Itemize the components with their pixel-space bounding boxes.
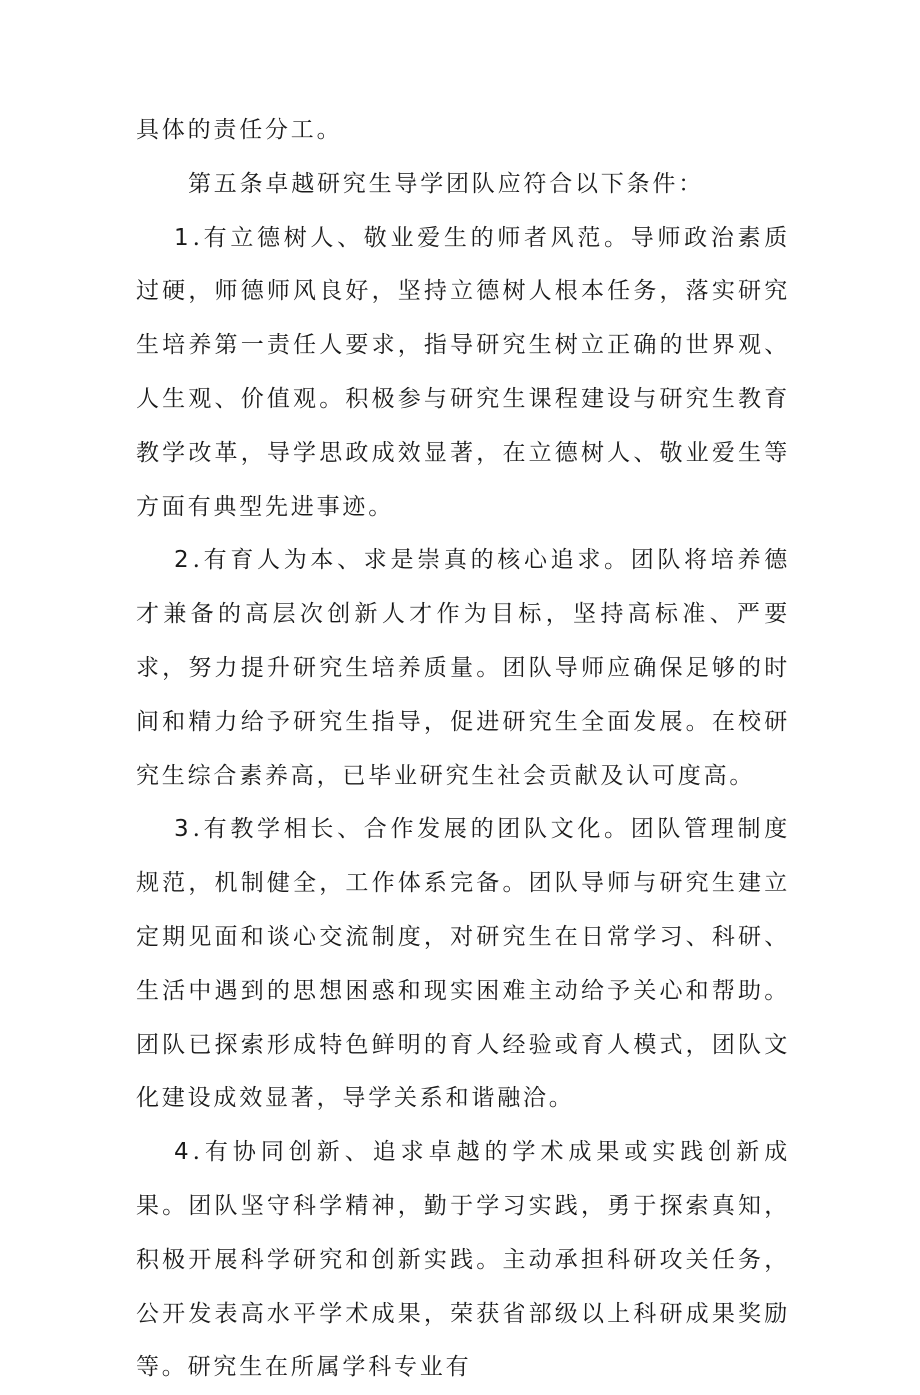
- item-number: 2: [174, 547, 189, 574]
- item-number: 3: [174, 816, 189, 843]
- item-text: .有育人为本、求是崇真的核心追求。团队将培养德才兼备的高层次创新人才作为目标，坚持高标准、严要求，努力提升研究生培养质量。团队导师应确保足够的时间和精力给予研究生指导，促进研究生全面发展。在校研究生综合素养高，已毕业研究生社会贡献及认可度高。: [136, 547, 790, 789]
- item-number: 1: [174, 224, 189, 251]
- item-text: .有协同创新、追求卓越的学术成果或实践创新成果。团队坚守科学精神，勤于学习实践，勇于探索真知，积极开展科学研究和创新实践。主动承担科研攻关任务，公开发表高水平学术成果，荣获省部级以上科研成果奖励等。研究生在所属学科专业有: [136, 1139, 790, 1381]
- condition-item-4: [136, 1126, 790, 1395]
- continuation-paragraph: 具体的责任分工。: [136, 117, 343, 143]
- article-five-intro: 第五条卓越研究生导学团队应符合以下条件：: [188, 170, 704, 197]
- item-text: .有立德树人、敬业爱生的师者风范。导师政治素质过硬，师德师风良好，坚持立德树人根本任务，落实研究生培养第一责任人要求，指导研究生树立正确的世界观、人生观、价值观。积极参与研究生课程建设与研究生教育教学改革，导学思政成效显著，在立德树人、敬业爱生等方面有典型先进事迹。: [136, 224, 790, 520]
- condition-item-1: [136, 212, 790, 535]
- item-text: .有教学相长、合作发展的团队文化。团队管理制度规范，机制健全，工作体系完备。团队导师与研究生建立定期见面和谈心交流制度，对研究生在日常学习、科研、生活中遇到的思想困惑和现实困难主动给予关心和帮助。团队已探索形成特色鲜明的育人经验或育人模式，团队文化建设成效显著，导学关系和谐融洽。: [136, 816, 790, 1112]
- condition-item-3: [136, 803, 790, 1126]
- item-number: 4: [174, 1139, 189, 1166]
- condition-item-2: [136, 534, 790, 803]
- document-page: [136, 104, 790, 1395]
